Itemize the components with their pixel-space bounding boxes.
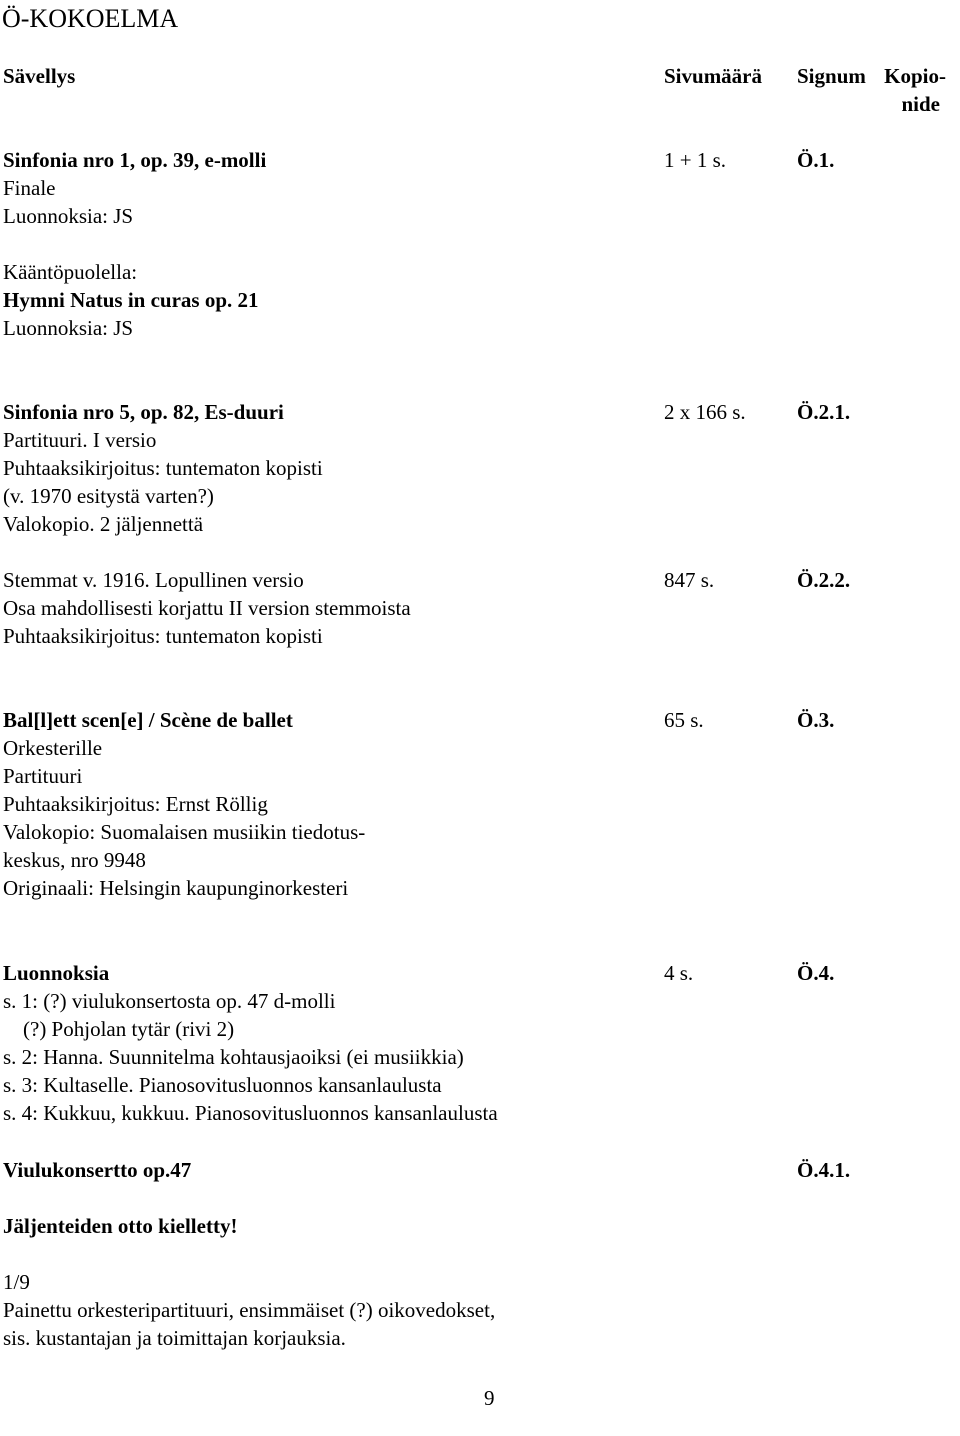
header-copy-line1: Kopio- <box>884 64 946 88</box>
entry-signum: Ö.3. <box>797 708 835 732</box>
entry-title: Luonnoksia <box>3 961 110 985</box>
entry-line: Puhtaaksikirjoitus: tuntematon kopisti <box>3 456 323 480</box>
header-composition: Sävellys <box>3 64 76 88</box>
entry-line: Orkesterille <box>3 736 103 760</box>
entry-line: Partituuri <box>3 764 83 788</box>
warning-note: Jäljenteiden otto kielletty! <box>3 1214 238 1238</box>
page-number: 9 <box>484 1386 495 1410</box>
header-pages: Sivumäärä <box>664 64 763 88</box>
entry-pages: 65 s. <box>664 708 704 732</box>
entry-line: (v. 1970 esitystä varten?) <box>3 484 214 508</box>
entry-line: s. 1: (?) viulukonsertosta op. 47 d-molli <box>3 989 336 1013</box>
entry-line: Painettu orkesteripartituuri, ensimmäiset (?) oikovedokset, <box>3 1298 496 1322</box>
entry-line: Originaali: Helsingin kaupunginorkesteri <box>3 876 349 900</box>
entry-signum: Ö.2.1. <box>797 400 851 424</box>
entry-line: sis. kustantajan ja toimittajan korjauksia. <box>3 1326 346 1350</box>
entry-line: Hymni Natus in curas op. 21 <box>3 288 259 312</box>
page-title: Ö-KOKOELMA <box>2 4 179 33</box>
entry-line: Luonnoksia: JS <box>3 316 134 340</box>
entry-line: Puhtaaksikirjoitus: Ernst Röllig <box>3 792 268 816</box>
entry-pages: 1 + 1 s. <box>664 148 727 172</box>
entry-pages: 2 x 166 s. <box>664 400 746 424</box>
entry-signum: Ö.1. <box>797 148 835 172</box>
entry-line: Kääntöpuolella: <box>3 260 138 284</box>
header-copy-line2: nide <box>901 92 940 116</box>
entry-line: 1/9 <box>3 1270 30 1294</box>
entry-line: keskus, nro 9948 <box>3 848 146 872</box>
entry-title: Viulukonsertto op.47 <box>3 1158 192 1182</box>
entry-signum: Ö.2.2. <box>797 568 851 592</box>
entry-line: s. 3: Kultaselle. Pianosovitusluonnos kansanlaulusta <box>3 1073 442 1097</box>
entry-signum: Ö.4. <box>797 961 835 985</box>
entry-line: Stemmat v. 1916. Lopullinen versio <box>3 568 304 592</box>
entry-title: Sinfonia nro 5, op. 82, Es-duuri <box>3 400 284 424</box>
entry-signum: Ö.4.1. <box>797 1158 851 1182</box>
entry-line: Partituuri. I versio <box>3 428 157 452</box>
entry-title: Bal[l]ett scen[e] / Scène de ballet <box>3 708 293 732</box>
entry-line: Puhtaaksikirjoitus: tuntematon kopisti <box>3 624 323 648</box>
entry-title: Sinfonia nro 1, op. 39, e-molli <box>3 148 267 172</box>
entry-line: Valokopio. 2 jäljennettä <box>3 512 204 536</box>
entry-line: (?) Pohjolan tytär (rivi 2) <box>23 1017 235 1041</box>
entry-pages: 4 s. <box>664 961 694 985</box>
entry-line: s. 2: Hanna. Suunnitelma kohtausjaoiksi (ei musiikkia) <box>3 1045 464 1069</box>
entry-line: Finale <box>3 176 56 200</box>
header-signum: Signum <box>797 64 866 88</box>
entry-line: s. 4: Kukkuu, kukkuu. Pianosovitusluonnos kansanlaulusta <box>3 1101 498 1125</box>
entry-line: Osa mahdollisesti korjattu II version stemmoista <box>3 596 411 620</box>
entry-line: Valokopio: Suomalaisen musiikin tiedotus- <box>3 820 366 844</box>
entry-pages: 847 s. <box>664 568 715 592</box>
entry-line: Luonnoksia: JS <box>3 204 134 228</box>
